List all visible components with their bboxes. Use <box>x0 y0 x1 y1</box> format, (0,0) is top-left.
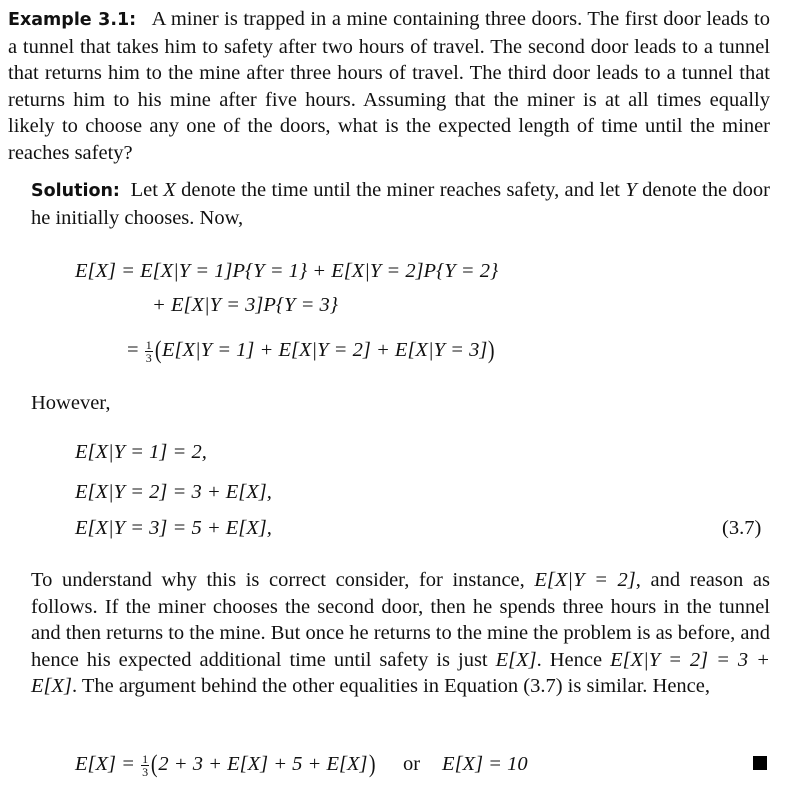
equation-1-line-1: E[X] = E[X|Y = 1]P{Y = 1} + E[X|Y = 2]P{Y = 2} <box>75 260 499 282</box>
frac-num-2: 1 <box>142 752 149 766</box>
solution-paragraph <box>31 177 770 231</box>
eq3-or: or <box>402 753 421 775</box>
var-y: Y <box>625 179 637 201</box>
open-paren-2: ( <box>150 751 158 778</box>
frac-den-2: 3 <box>142 765 149 779</box>
explain-math-3: E[X|Y = 2] = 3 + E[X] <box>31 648 770 697</box>
explain-math-1: E[X|Y = 2] <box>534 569 636 591</box>
explanation-paragraph <box>31 567 770 700</box>
equation-3 <box>75 750 528 779</box>
explain-text-3: . Hence <box>536 648 611 671</box>
explain-math-2: E[X] <box>495 648 537 671</box>
frac-den: 3 <box>145 351 152 365</box>
close-paren: ) <box>488 337 495 364</box>
equation-2-line-2: E[X|Y = 2] = 3 + E[X], <box>75 481 272 503</box>
fraction-one-third <box>145 339 153 364</box>
equation-number: (3.7) <box>722 517 762 539</box>
equation-1-line-3 <box>127 336 496 365</box>
eq1-equals: = <box>127 339 144 361</box>
explain-text-4: . The argument behind the other equalities in Equation (3.7) is similar. Hence, <box>72 675 711 697</box>
equation-2-line-3: E[X|Y = 3] = 5 + E[X], <box>75 517 272 539</box>
equation-1-line-2: + E[X|Y = 3]P{Y = 3} <box>152 294 338 316</box>
explain-text-1: To understand why this is correct consider, for instance, <box>31 569 535 591</box>
qed-square-icon <box>753 756 767 770</box>
eq3-result: E[X] = 10 <box>442 753 528 775</box>
eq3-body: 2 + 3 + E[X] + 5 + E[X] <box>158 753 368 775</box>
frac-num: 1 <box>145 338 152 352</box>
solution-text-3: denote the door he initially chooses. Now, <box>31 179 770 229</box>
fraction-one-third-2 <box>141 753 149 778</box>
var-x: X <box>163 179 176 201</box>
example-paragraph <box>8 6 770 166</box>
equation-2-line-1: E[X|Y = 1] = 2, <box>75 441 207 463</box>
solution-text-1: Let <box>130 179 164 201</box>
explain-text-2: , and reason as follows. If the miner chooses the second door, then he spends three hours in the tunnel and then returns to the mine. But once he returns to the mine the problem is as before, and hence his expected additional time until safety is just <box>31 569 770 671</box>
open-paren: ( <box>154 337 162 364</box>
eq1-line3-body: E[X|Y = 1] + E[X|Y = 2] + E[X|Y = 3] <box>162 339 488 361</box>
close-paren-2: ) <box>368 751 376 778</box>
example-label: Example 3.1: <box>8 10 137 30</box>
however-text: However, <box>31 392 111 414</box>
example-text: A miner is trapped in a mine containing three doors. The first door leads to a tunnel that takes him to safety after two hours of travel. The second door leads to a tunnel that returns him to the mine after three hours of travel. The third door leads to a tunnel that returns him to his mine after five hours. Assuming that the miner is at all times equally likely to choose any one of the doors, what is the expected length of time until the miner reaches safety? <box>8 8 770 164</box>
solution-text-2: denote the time until the miner reaches safety, and let <box>175 179 626 201</box>
eq3-lead: E[X] = <box>75 753 141 775</box>
solution-label: Solution: <box>31 181 120 201</box>
